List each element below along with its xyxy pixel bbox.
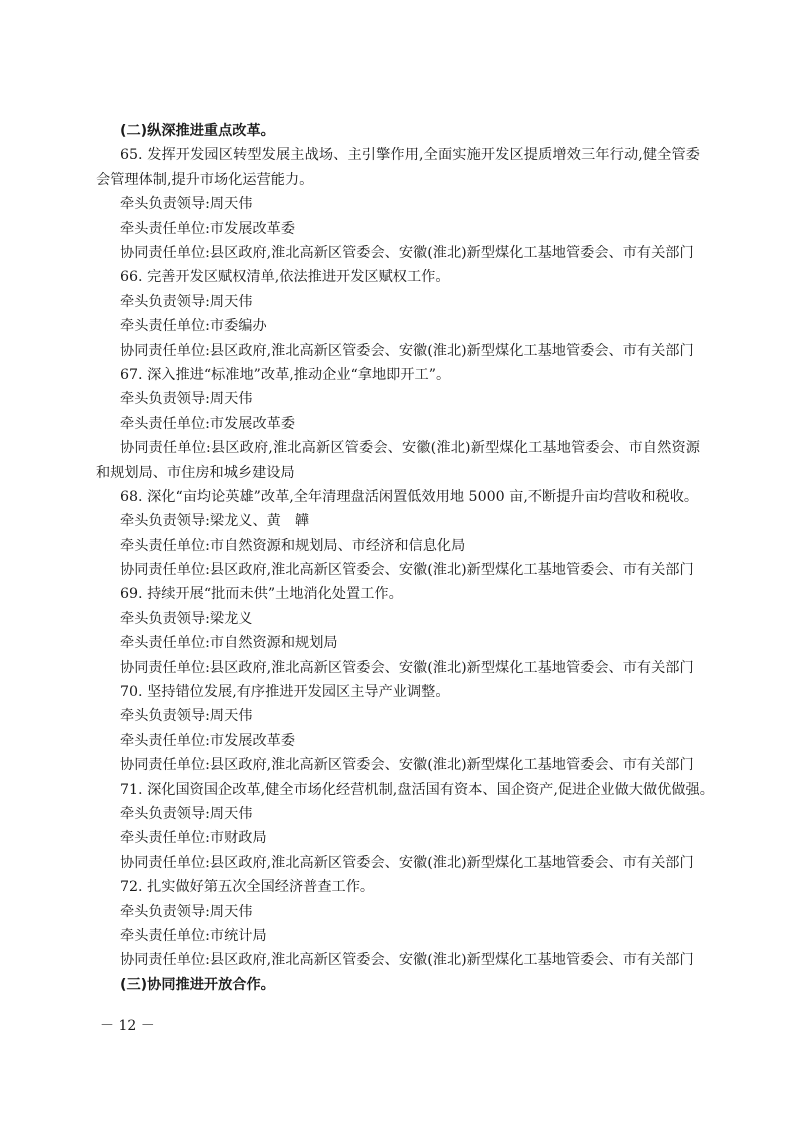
cooperating-units: 协同责任单位:县区政府,淮北高新区管委会、安徽(淮北)新型煤化工基地管委会、市有关部门 bbox=[120, 854, 694, 871]
lead-unit: 牵头责任单位:市发展改革委 bbox=[120, 415, 296, 432]
item-72-text: 72. 扎实做好第五次全国经济普查工作。 bbox=[120, 879, 375, 896]
page-number: － 12 － bbox=[100, 1018, 155, 1034]
lead-leader: 牵头负责领导:周天伟 bbox=[120, 391, 253, 408]
cooperating-units: 协同责任单位:县区政府,淮北高新区管委会、安徽(淮北)新型煤化工基地管委会、市有关部门 bbox=[120, 659, 694, 676]
lead-leader: 牵头负责领导:周天伟 bbox=[120, 903, 253, 920]
lead-unit: 牵头责任单位:市发展改革委 bbox=[120, 732, 296, 749]
lead-leader: 牵头负责领导:周天伟 bbox=[120, 196, 253, 213]
item-71-text: 71. 深化国资国企改革,健全市场化经营机制,盘活国有资本、国企资产,促进企业做大做优做强。 bbox=[120, 781, 714, 798]
lead-unit: 牵头责任单位:市发展改革委 bbox=[120, 220, 296, 237]
lead-leader: 牵头负责领导:周天伟 bbox=[120, 708, 253, 725]
document-body bbox=[96, 119, 714, 997]
item-69-text: 69. 持续开展“批而未供”土地消化处置工作。 bbox=[120, 586, 403, 603]
cooperating-units: 协同责任单位:县区政府,淮北高新区管委会、安徽(淮北)新型煤化工基地管委会、市有关部门 bbox=[120, 952, 694, 969]
cooperating-units: 协同责任单位:县区政府,淮北高新区管委会、安徽(淮北)新型煤化工基地管委会、市有关部门 bbox=[120, 757, 694, 774]
lead-unit: 牵头责任单位:市统计局 bbox=[120, 927, 267, 944]
cooperating-units: 协同责任单位:县区政府,淮北高新区管委会、安徽(淮北)新型煤化工基地管委会、市自然资源和规划局、市住房和城乡建设局 bbox=[96, 440, 700, 481]
section-heading: (三)协同推进开放合作。 bbox=[120, 976, 275, 993]
item-66-text: 66. 完善开发区赋权清单,依法推进开发区赋权工作。 bbox=[120, 269, 450, 286]
cooperating-units: 协同责任单位:县区政府,淮北高新区管委会、安徽(淮北)新型煤化工基地管委会、市有关部门 bbox=[120, 342, 694, 359]
lead-leader: 牵头负责领导:周天伟 bbox=[120, 293, 253, 310]
cooperating-units: 协同责任单位:县区政府,淮北高新区管委会、安徽(淮北)新型煤化工基地管委会、市有关部门 bbox=[120, 562, 694, 579]
item-70-text: 70. 坚持错位发展,有序推进开发园区主导产业调整。 bbox=[120, 684, 450, 701]
lead-unit: 牵头责任单位:市自然资源和规划局、市经济和信息化局 bbox=[120, 537, 466, 554]
lead-leader: 牵头负责领导:梁龙义 bbox=[120, 610, 253, 627]
item-65-text: 65. 发挥开发园区转型发展主战场、主引擎作用,全面实施开发区提质增效三年行动,健全管委会管理体制,提升市场化运营能力。 bbox=[96, 147, 700, 188]
cooperating-units: 协同责任单位:县区政府,淮北高新区管委会、安徽(淮北)新型煤化工基地管委会、市有关部门 bbox=[120, 244, 694, 261]
item-68-text: 68. 深化“亩均论英雄”改革,全年清理盘活闲置低效用地 5000 亩,不断提升亩均营收和税收。 bbox=[120, 488, 699, 505]
lead-unit: 牵头责任单位:市自然资源和规划局 bbox=[120, 635, 338, 652]
section-heading: (二)纵深推进重点改革。 bbox=[120, 123, 275, 139]
lead-leader: 牵头负责领导:周天伟 bbox=[120, 806, 253, 822]
lead-unit: 牵头责任单位:市财政局 bbox=[120, 830, 267, 847]
item-67-text: 67. 深入推进“标准地”改革,推动企业“拿地即开工”。 bbox=[120, 366, 451, 383]
lead-leader: 牵头负责领导:梁龙义、黄 韡 bbox=[120, 513, 310, 530]
lead-unit: 牵头责任单位:市委编办 bbox=[120, 318, 267, 335]
